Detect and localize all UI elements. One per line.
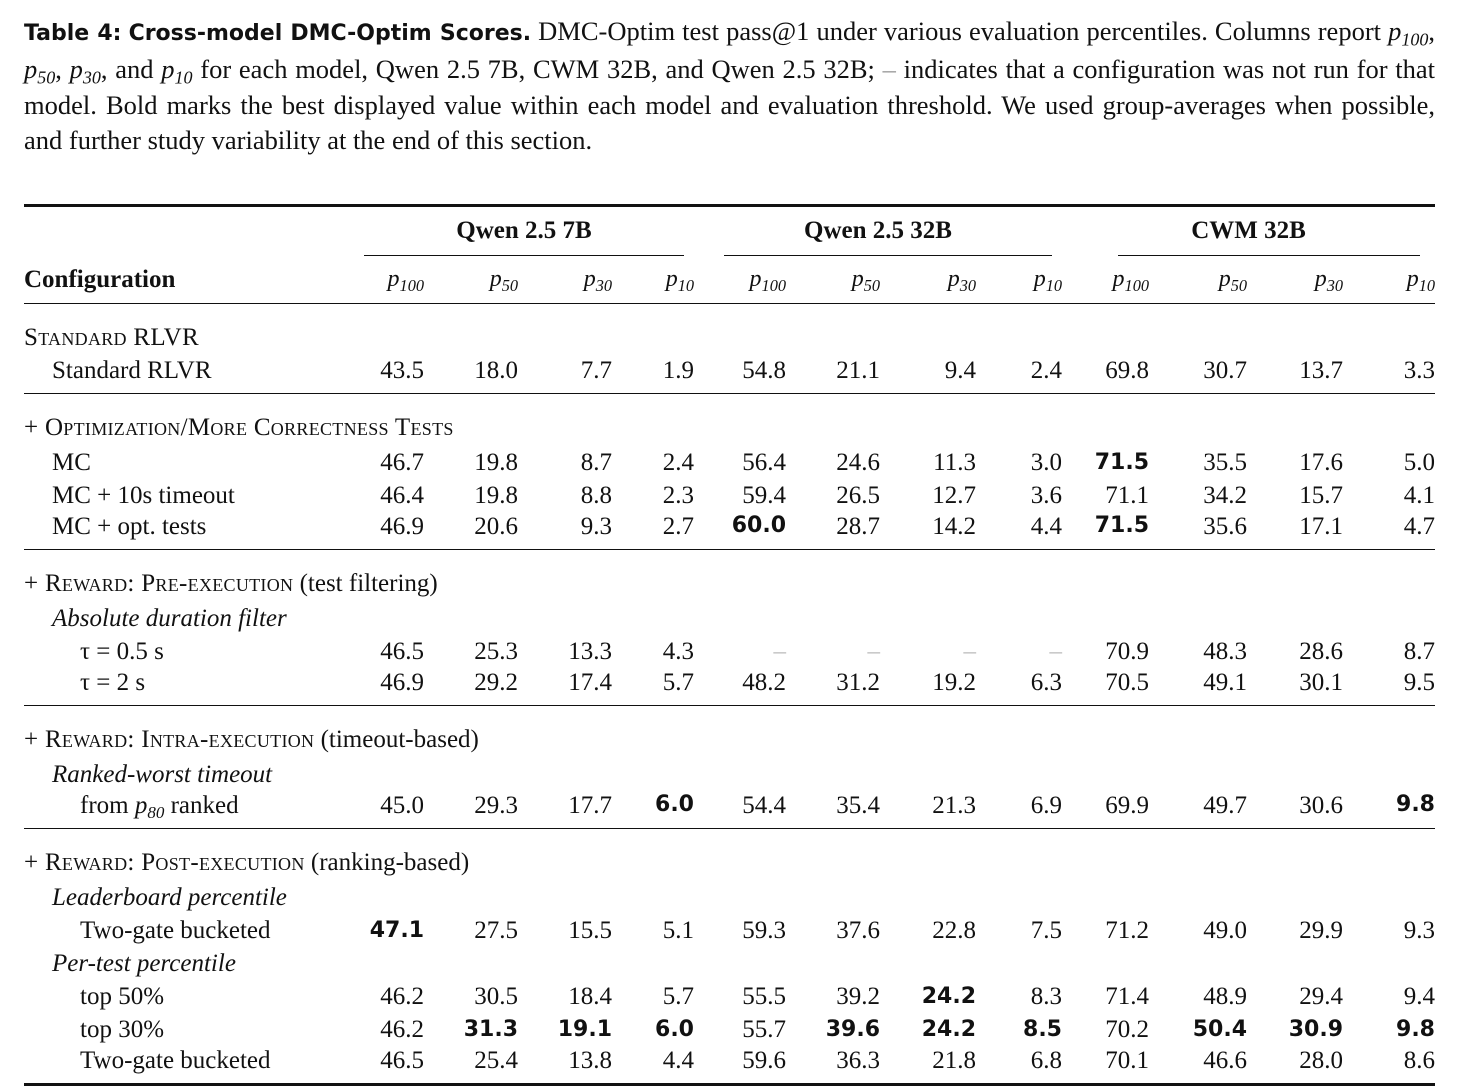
row-label: Two-gate bucketed: [80, 1047, 271, 1074]
row-label: MC + 10s timeout: [52, 481, 235, 509]
score-cell: 45.0: [380, 792, 424, 819]
score-cell: 1.9: [662, 357, 694, 384]
caption-metric-p10: $p_{10}$: [161, 53, 193, 88]
score-cell: 60.0: [731, 513, 786, 538]
score-cell: 5.7: [662, 669, 694, 696]
score-cell: 2.7: [662, 513, 694, 540]
score-cell: 17.1: [1299, 513, 1343, 540]
score-cell: 9.4: [1403, 982, 1435, 1010]
score-cell: 8.8: [580, 481, 612, 509]
metric-header-p50: $p_{50}$: [851, 266, 880, 295]
score-cell: 19.8: [474, 481, 518, 509]
score-cell: 71.1: [1105, 481, 1149, 509]
score-cell: 46.5: [380, 637, 424, 665]
score-cell: 4.7: [1403, 513, 1435, 540]
row-label: Two-gate bucketed: [80, 916, 271, 944]
score-cell: 19.2: [932, 669, 976, 696]
score-cell: 30.9: [1288, 1017, 1343, 1042]
score-cell: 15.7: [1299, 481, 1343, 509]
score-cell: 55.7: [742, 1015, 786, 1043]
subheader-row: [24, 947, 1435, 980]
score-cell: 13.7: [1299, 357, 1343, 384]
row-label: top 50%: [80, 982, 165, 1010]
score-cell: 5.1: [662, 916, 694, 944]
score-cell: 28.6: [1299, 637, 1343, 665]
score-cell: 30.6: [1299, 792, 1343, 819]
score-cell: 25.4: [474, 1047, 518, 1074]
subheader-label: Per-test percentile: [52, 949, 236, 977]
section-header-row: [24, 304, 1435, 356]
score-cell: –: [773, 637, 786, 665]
table-row: [24, 1046, 1435, 1085]
score-cell: 20.6: [474, 513, 518, 540]
score-cell: 4.4: [662, 1047, 694, 1074]
metric-header-p50: $p_{50}$: [1218, 266, 1247, 295]
score-cell: 7.5: [1030, 916, 1062, 944]
caption-sep: ,: [1428, 16, 1436, 46]
score-cell: 59.3: [742, 916, 786, 944]
subheader-row: [24, 758, 1435, 791]
score-cell: 37.6: [836, 916, 880, 944]
score-cell: 35.6: [1203, 513, 1247, 540]
score-cell: 56.4: [742, 448, 786, 476]
score-cell: 31.3: [463, 1017, 518, 1042]
score-cell: 18.4: [568, 982, 612, 1010]
metric-header-p30: $p_{30}$: [947, 266, 976, 295]
score-cell: 39.2: [836, 982, 880, 1010]
score-cell: 35.5: [1203, 448, 1247, 476]
score-cell: 6.3: [1030, 669, 1062, 696]
score-cell: 70.9: [1105, 637, 1149, 665]
score-cell: 26.5: [836, 481, 880, 509]
results-table: [24, 204, 1435, 1086]
score-cell: 6.8: [1030, 1047, 1062, 1074]
score-cell: 17.7: [568, 792, 612, 819]
score-cell: 9.3: [580, 513, 612, 540]
score-cell: 46.2: [380, 982, 424, 1010]
section-header-row: [24, 394, 1435, 446]
score-cell: 48.9: [1203, 982, 1247, 1010]
section-title: + Reward: Intra-execution (timeout-based): [24, 726, 479, 753]
caption-metric-p50: $p_{50}$: [24, 53, 56, 88]
metric-header-p10: $p_{10}$: [1406, 266, 1435, 295]
score-cell: 29.9: [1299, 916, 1343, 944]
score-cell: 49.1: [1203, 669, 1247, 696]
score-cell: 6.9: [1030, 792, 1062, 819]
caption-title: Cross-model DMC-Optim Scores.: [128, 21, 532, 46]
score-cell: 6.0: [655, 1017, 694, 1042]
score-cell: 4.4: [1030, 513, 1062, 540]
section-title: + Reward: Pre-execution (test filtering): [24, 570, 438, 597]
score-cell: –: [867, 637, 880, 665]
caption-label: Table 4:: [24, 21, 122, 46]
score-cell: 8.7: [580, 448, 612, 476]
row-label: from $p_{80}$ ranked: [80, 792, 239, 823]
table-row: [24, 512, 1435, 550]
score-cell: 8.3: [1030, 982, 1062, 1010]
score-cell: 22.8: [932, 916, 976, 944]
row-label: Standard RLVR: [52, 357, 212, 384]
table-row: [24, 1013, 1435, 1046]
caption-metric-p100: $p_{100}$: [1388, 16, 1429, 50]
score-cell: 28.7: [836, 513, 880, 540]
score-cell: 8.5: [1023, 1017, 1062, 1042]
metric-header-p50: $p_{50}$: [489, 266, 518, 295]
score-cell: 46.4: [380, 481, 424, 509]
score-cell: 46.7: [380, 448, 424, 476]
table-row: [24, 479, 1435, 512]
score-cell: 11.3: [933, 448, 976, 476]
caption-sep: , and: [100, 53, 162, 84]
score-cell: 71.4: [1105, 982, 1149, 1010]
section-header-row: [24, 829, 1435, 881]
score-cell: 9.8: [1396, 792, 1435, 817]
score-cell: 24.2: [921, 984, 976, 1009]
row-label: MC: [52, 448, 91, 476]
table-row: [24, 356, 1435, 394]
score-cell: 6.0: [655, 792, 694, 817]
score-cell: 48.2: [742, 669, 786, 696]
table-row: [24, 980, 1435, 1013]
table-row: [24, 914, 1435, 947]
score-cell: 59.4: [742, 481, 786, 509]
model-header-row: [24, 207, 1435, 255]
score-cell: 5.7: [662, 982, 694, 1010]
configuration-header: Configuration: [24, 265, 176, 293]
score-cell: 3.0: [1030, 448, 1062, 476]
section-title: + Reward: Post-execution (ranking-based): [24, 849, 470, 876]
caption-sep: ,: [55, 53, 70, 84]
score-cell: 27.5: [474, 916, 518, 944]
score-cell: 24.2: [921, 1017, 976, 1042]
table-caption: [24, 14, 1435, 159]
score-cell: 12.7: [932, 481, 976, 509]
score-cell: 5.0: [1403, 448, 1435, 476]
score-cell: 30.7: [1203, 357, 1247, 384]
score-cell: 2.4: [1030, 357, 1062, 384]
score-cell: 2.3: [662, 481, 694, 509]
score-cell: 54.4: [742, 792, 786, 819]
row-label: top 30%: [80, 1015, 165, 1043]
score-cell: 9.4: [944, 357, 976, 384]
score-cell: 13.3: [568, 637, 612, 665]
subheader-label: Ranked-worst timeout: [52, 760, 273, 788]
subheader-label: Leaderboard percentile: [52, 883, 287, 911]
score-cell: 9.3: [1403, 916, 1435, 944]
score-cell: 29.4: [1299, 982, 1343, 1010]
score-cell: 9.8: [1396, 1017, 1435, 1042]
score-cell: 70.1: [1105, 1047, 1149, 1074]
score-cell: 46.9: [380, 513, 424, 540]
score-cell: 30.5: [474, 982, 518, 1010]
score-cell: 13.8: [568, 1047, 612, 1074]
caption-metric-p30: $p_{30}$: [69, 53, 101, 88]
score-cell: 70.2: [1105, 1015, 1149, 1043]
model-header-cwm32b: CWM 32B: [1191, 217, 1306, 244]
score-cell: 35.4: [836, 792, 880, 819]
score-cell: 47.1: [369, 918, 424, 943]
score-cell: 9.5: [1403, 669, 1435, 696]
row-label: τ = 0.5 s: [80, 637, 164, 665]
score-cell: 49.7: [1203, 792, 1247, 819]
score-cell: 4.3: [662, 637, 694, 665]
score-cell: 70.5: [1105, 669, 1149, 696]
metric-header-p100: $p_{100}$: [749, 266, 786, 295]
section-header-row: [24, 550, 1435, 602]
score-cell: –: [963, 637, 976, 665]
caption-text-2: for each model, Qwen 2.5 7B, CWM 32B, and Qwen 2.5 32B;: [192, 53, 883, 84]
score-cell: 15.5: [568, 916, 612, 944]
metric-header-p30: $p_{30}$: [1314, 266, 1343, 295]
score-cell: 30.1: [1299, 669, 1343, 696]
score-cell: 29.3: [474, 792, 518, 819]
table-row: [24, 635, 1435, 668]
score-cell: 50.4: [1192, 1017, 1247, 1042]
table-row: [24, 668, 1435, 706]
score-cell: 71.5: [1094, 513, 1149, 538]
score-cell: 21.8: [932, 1047, 976, 1074]
score-cell: 2.4: [662, 448, 694, 476]
model-header-qwen7b: Qwen 2.5 7B: [456, 217, 592, 244]
score-cell: 21.1: [836, 357, 880, 384]
caption-text-3: indicates that a configuration was not run for that model. Bold marks the best displayed value within each model and evaluation threshold. We used group-averages when possible, and further study variability at the end of this section.: [24, 53, 1436, 156]
row-label: τ = 2 s: [80, 669, 146, 696]
score-cell: 34.2: [1203, 481, 1247, 509]
row-label: MC + opt. tests: [52, 513, 207, 540]
score-cell: 28.0: [1299, 1047, 1343, 1074]
metric-header-p10: $p_{10}$: [665, 266, 694, 295]
score-cell: 3.3: [1403, 357, 1435, 384]
score-cell: 59.6: [742, 1047, 786, 1074]
score-cell: 55.5: [742, 982, 786, 1010]
score-cell: 8.6: [1403, 1047, 1435, 1074]
score-cell: 4.1: [1403, 481, 1435, 509]
score-cell: –: [1049, 637, 1062, 665]
section-title: + Optimization/More Correctness Tests: [24, 414, 454, 441]
score-cell: 31.2: [836, 669, 880, 696]
metric-header-p100: $p_{100}$: [387, 266, 424, 295]
score-cell: 17.4: [568, 669, 612, 696]
caption-dash: –: [882, 53, 896, 84]
subheader-row: [24, 602, 1435, 635]
table-row: [24, 791, 1435, 829]
score-cell: 71.5: [1094, 450, 1149, 475]
metric-header-p10: $p_{10}$: [1033, 266, 1062, 295]
metric-header-p100: $p_{100}$: [1112, 266, 1149, 295]
score-cell: 49.0: [1203, 916, 1247, 944]
score-cell: 19.8: [474, 448, 518, 476]
caption-text-1: DMC-Optim test pass@1 under various evaluation percentiles. Columns report: [538, 16, 1389, 46]
score-cell: 21.3: [932, 792, 976, 819]
score-cell: 29.2: [474, 669, 518, 696]
model-header-qwen32b: Qwen 2.5 32B: [804, 217, 952, 244]
score-cell: 54.8: [742, 357, 786, 384]
score-cell: 3.6: [1030, 481, 1062, 509]
score-cell: 46.6: [1203, 1047, 1247, 1074]
section-title: Standard RLVR: [24, 324, 199, 351]
score-cell: 19.1: [557, 1017, 612, 1042]
score-cell: 69.9: [1105, 792, 1149, 819]
score-cell: 14.2: [932, 513, 976, 540]
score-cell: 39.6: [825, 1017, 880, 1042]
score-cell: 7.7: [580, 357, 612, 384]
section-header-row: [24, 706, 1435, 758]
score-cell: 69.8: [1105, 357, 1149, 384]
score-cell: 36.3: [836, 1047, 880, 1074]
table-row: [24, 446, 1435, 479]
score-cell: 18.0: [474, 357, 518, 384]
score-cell: 43.5: [380, 357, 424, 384]
score-cell: 17.6: [1299, 448, 1343, 476]
score-cell: 8.7: [1403, 637, 1435, 665]
score-cell: 46.2: [380, 1015, 424, 1043]
score-cell: 25.3: [474, 637, 518, 665]
subheader-row: [24, 881, 1435, 914]
score-cell: 24.6: [836, 448, 880, 476]
score-cell: 46.5: [380, 1047, 424, 1074]
score-cell: 46.9: [380, 669, 424, 696]
metric-header-row: [24, 256, 1435, 304]
subheader-label: Absolute duration filter: [52, 604, 287, 632]
score-cell: 71.2: [1105, 916, 1149, 944]
metric-header-p30: $p_{30}$: [583, 266, 612, 295]
score-cell: 48.3: [1203, 637, 1247, 665]
